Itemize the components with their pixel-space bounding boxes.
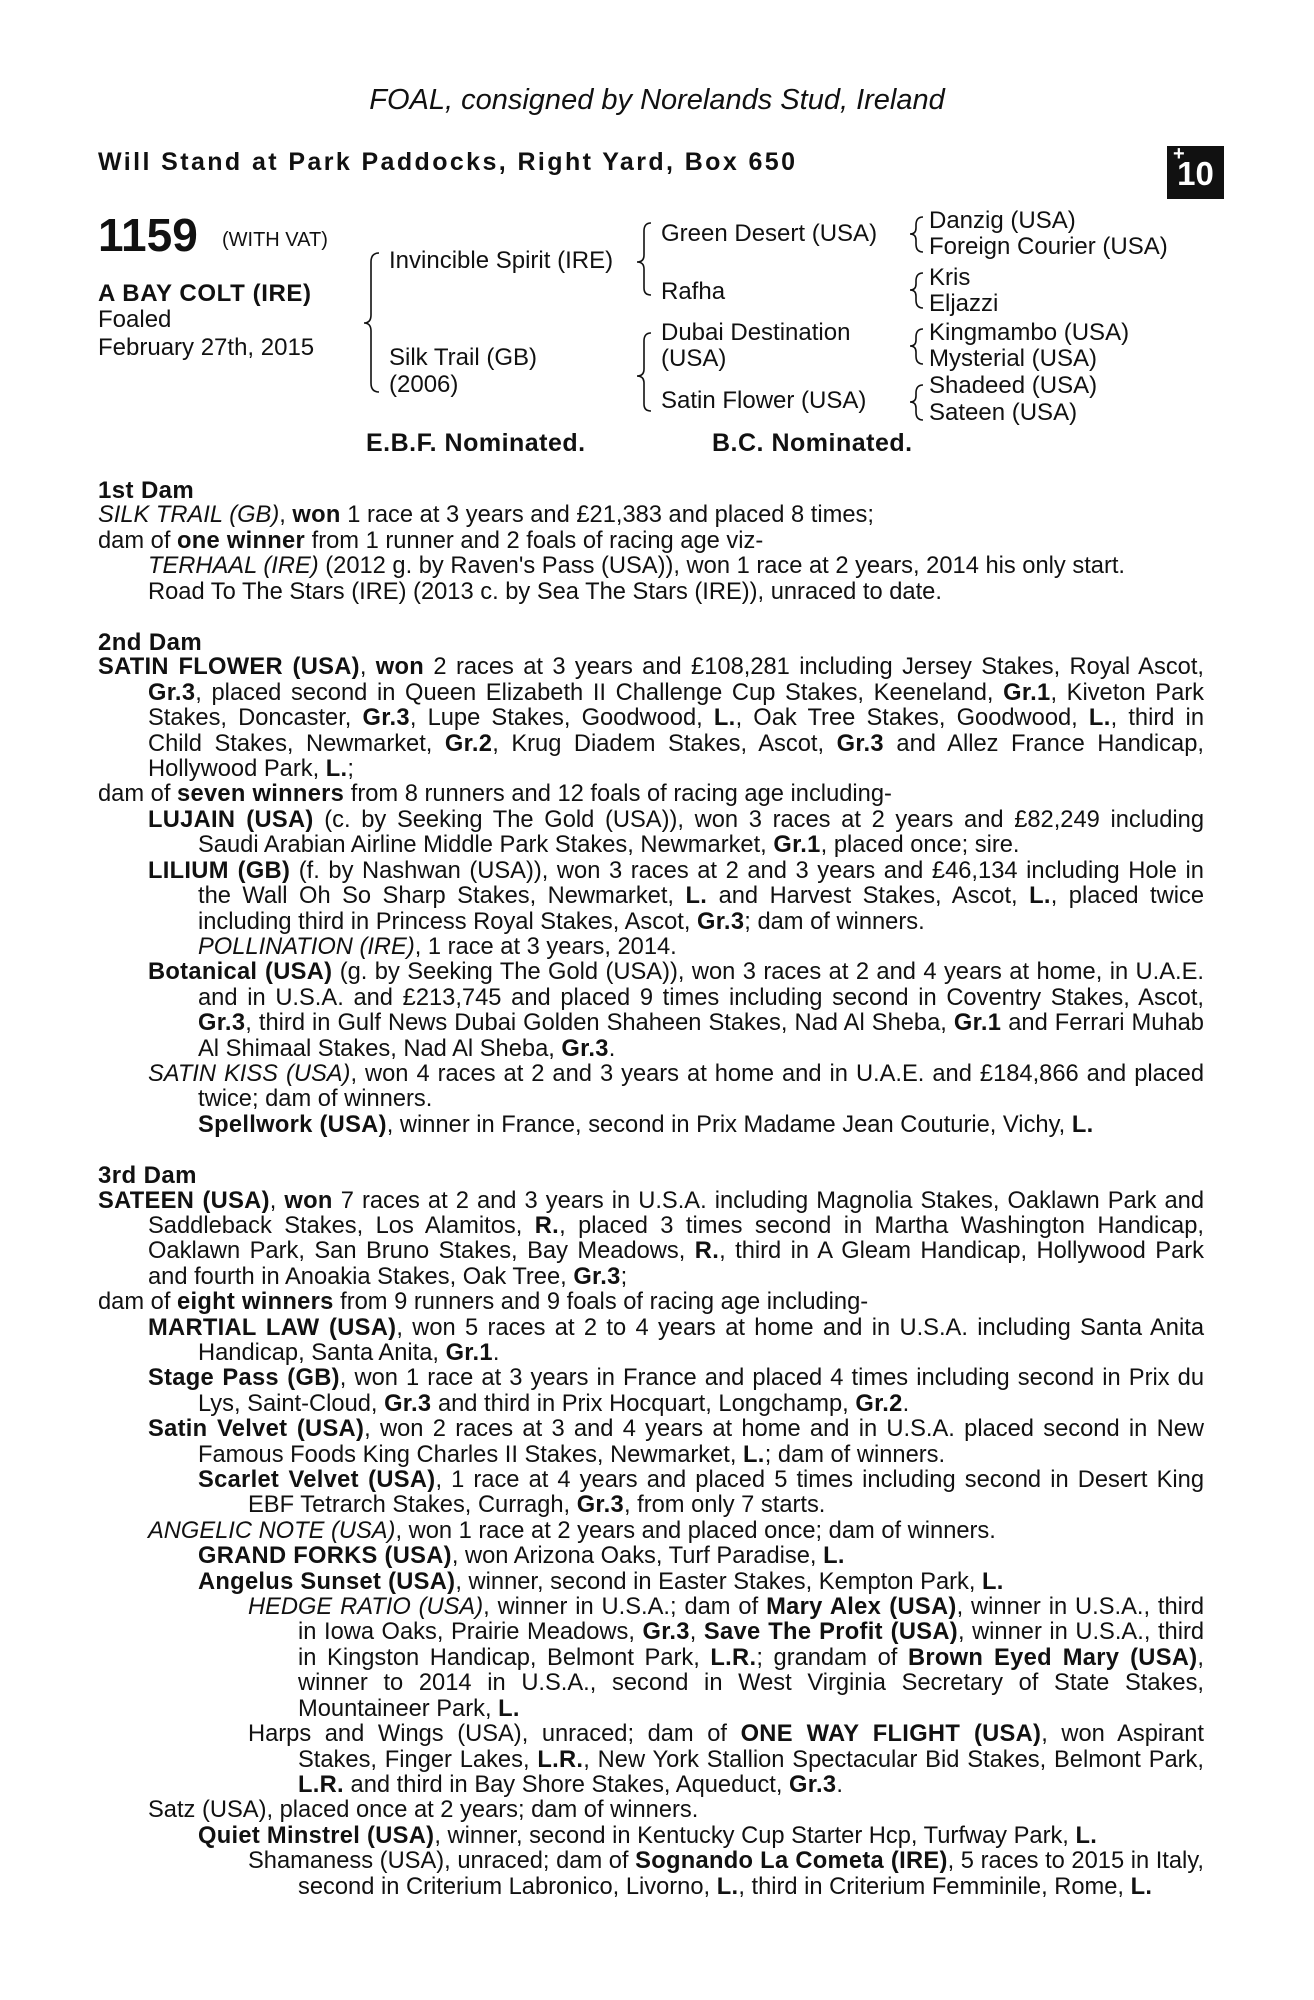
text: .	[836, 1771, 843, 1798]
first-dam-produce	[98, 529, 1204, 554]
horse-name: TERHAAL (IRE)	[148, 553, 319, 580]
offspring-entry	[98, 554, 1204, 579]
text: (f. by Nashwan (USA)), won 3 races at 2 and 3 years and £46,134 including Hole in the Wall Oh So Sharp Stakes, Newmarket,	[198, 857, 1204, 910]
spacer	[98, 1138, 1204, 1163]
spacer	[98, 605, 1204, 630]
sire-sire: Green Desert (USA)	[661, 220, 878, 247]
horse-name: MARTIAL LAW (USA)	[148, 1314, 397, 1341]
text: 2 races at 3 years and £108,281 including Jersey Stakes, Royal Ascot,	[424, 654, 1204, 681]
text: (c. by Seeking The Gold (USA)), won 3 races at 2 years and £82,249 including Saudi Arabian Airline Middle Park Stakes, Newmarket,	[198, 806, 1205, 859]
grade: Gr.3	[561, 1035, 609, 1062]
offspring-entry	[98, 1417, 1204, 1468]
grade: L.	[1088, 705, 1111, 732]
text: , won Aspirant Stakes, Finger Lakes,	[298, 1721, 1205, 1773]
grade: Gr.3	[789, 1771, 837, 1798]
offspring-entry	[98, 808, 1204, 859]
horse-name: SATIN FLOWER (USA)	[98, 654, 360, 681]
text: , Oak Tree Stakes, Goodwood,	[735, 705, 1089, 732]
text: , winner, second in Kentucky Cup Starter Hcp, Turfway Park,	[434, 1822, 1076, 1849]
horse-name: GRAND FORKS (USA)	[198, 1543, 452, 1570]
text: 7 races at 2 and 3 years in U.S.A. including Magnolia Stakes, Oaklawn Park and Saddleback Stakes, Los Alamitos,	[148, 1187, 1204, 1239]
badge-plus: +	[1173, 143, 1185, 165]
grade: L.	[325, 756, 348, 783]
horse-name: Sognando La Cometa (IRE)	[635, 1848, 948, 1875]
horse-name: SILK TRAIL (GB)	[98, 502, 280, 529]
horse-name: Angelus Sunset (USA)	[198, 1568, 456, 1595]
ebf-nominated: E.B.F. Nominated.	[366, 429, 586, 457]
grade: L.R.	[537, 1746, 584, 1773]
grade: Gr.3	[384, 1390, 432, 1417]
second-dam-record: SATIN FLOWER (USA), won 2 races at 3 years and £108,281 including Jersey Stakes, Royal Ascot, Gr.3, placed second in Queen Elizabeth II Challenge Cup Stakes, Keeneland, Gr.1, Kiveton Park Stakes, Doncaster, Gr.3, Lupe Stakes, Goodwood, L., Oak Tree Stakes, Goodwood, L., third in Child Stakes, Newmarket, Gr.2, Krug Diadem Stakes, Ascot, Gr.3 and Allez France Handicap, Hollywood Park, L.;	[98, 654, 1204, 783]
text: , third in A Gleam Handicap, Hollywood Park and fourth in Anoakia Stakes, Oak Tree,	[148, 1238, 1204, 1290]
second-dam-heading: 2nd Dam	[98, 629, 203, 657]
text: , Kiveton Park Stakes, Doncaster,	[148, 679, 1204, 732]
text: Shamaness (USA), unraced; dam of	[248, 1848, 636, 1875]
text: and Harvest Stakes, Ascot,	[707, 883, 1030, 910]
grade: L.	[713, 705, 736, 732]
lot-title: A BAY COLT (IRE)	[98, 280, 312, 307]
great-grandsire-4: Shadeed (USA)	[929, 372, 1098, 399]
offspring-entry	[98, 1570, 1204, 1595]
great-grandsire-2: Kris	[929, 264, 971, 291]
horse-name: SATEEN (USA)	[98, 1187, 270, 1214]
winners-count: seven winners	[177, 781, 345, 808]
text: , won 2 races at 3 and 4 years at home and in U.S.A. placed second in New Famous Foods King Charles II Stakes, Newmarket,	[198, 1416, 1205, 1468]
text: , Lupe Stakes, Goodwood,	[409, 705, 714, 732]
dam-dam: Satin Flower (USA)	[661, 387, 867, 414]
text: dam of	[98, 1289, 177, 1316]
great-grandsire-3: Kingmambo (USA)	[929, 319, 1130, 346]
offspring-entry	[98, 935, 1204, 960]
dam-line-1: Silk Trail (GB)	[389, 344, 538, 371]
text: , placed second in Queen Elizabeth II Challenge Cup Stakes, Keeneland,	[195, 679, 1004, 706]
grade: R.	[694, 1238, 720, 1265]
dam-line-2: (2006)	[389, 371, 459, 398]
grade: L.R.	[298, 1771, 344, 1798]
lot-number: 1159	[98, 209, 198, 261]
offspring-entry	[98, 1849, 1204, 1900]
text: , Krug Diadem Stakes, Ascot,	[492, 730, 837, 757]
grade: L.	[743, 1441, 765, 1468]
text: , won 4 races at 2 and 3 years at home and in U.A.E. and £184,866 and placed twice; dam of winners.	[198, 1060, 1204, 1113]
horse-name: LILIUM (GB)	[148, 857, 291, 884]
horse-name: POLLINATION (IRE)	[198, 933, 415, 960]
offspring-entry	[98, 1316, 1204, 1367]
grade: Gr.3	[362, 705, 410, 732]
page-header: FOAL, consigned by Norelands Stud, Ireland	[369, 84, 945, 116]
horse-name: SATIN KISS (USA)	[148, 1060, 351, 1087]
text: , winner in France, second in Prix Madame Jean Couturie, Vichy,	[386, 1111, 1072, 1138]
horse-name: Scarlet Velvet (USA)	[198, 1467, 436, 1494]
horse-name: Brown Eyed Mary (USA)	[907, 1644, 1198, 1671]
first-dam-heading: 1st Dam	[98, 477, 195, 504]
horse-name: Spellwork (USA)	[198, 1111, 387, 1138]
horse-name: Save The Profit (USA)	[703, 1619, 958, 1646]
horse-name: ONE WAY FLIGHT (USA)	[740, 1721, 1042, 1748]
winners-count: eight winners	[177, 1289, 334, 1316]
text: , winner in U.S.A., third in Kingston Handicap, Belmont Park,	[298, 1619, 1205, 1671]
text: ,	[689, 1619, 704, 1646]
text: Harps and Wings (USA), unraced; dam of	[248, 1721, 741, 1748]
grade: Gr.3	[573, 1263, 621, 1290]
offspring-entry	[98, 1722, 1204, 1798]
text: , won 5 races at 2 to 4 years at home and in U.S.A. including Santa Anita Handicap, Santa Anita,	[198, 1314, 1204, 1366]
text: , third in Criterium Femminile, Rome,	[738, 1873, 1131, 1900]
third-dam-heading: 3rd Dam	[98, 1162, 197, 1190]
offspring-entry	[98, 960, 1204, 1062]
offspring-entry	[98, 1468, 1204, 1519]
text: , 1 race at 3 years, 2014.	[414, 933, 677, 960]
text: .	[608, 1035, 616, 1062]
text: , won 1 race at 3 years in France and placed 4 times including second in Prix du Lys, Saint-Cloud,	[198, 1365, 1205, 1417]
offspring-entry: Satz (USA), placed once at 2 years; dam of winners.	[148, 1797, 699, 1824]
text: ; grandam of	[756, 1644, 908, 1671]
won-label: won	[292, 502, 341, 529]
offspring-entry: Road To The Stars (IRE) (2013 c. by Sea The Stars (IRE)), unraced to date.	[148, 578, 942, 605]
text: and Ferrari Muhab Al Shimaal Stakes, Nad Al Sheba,	[198, 1010, 1204, 1062]
dam-sire-line-1: Dubai Destination	[661, 319, 851, 346]
sire-dam: Rafha	[661, 278, 726, 305]
grade: L.	[823, 1543, 845, 1570]
foaled-date: February 27th, 2015	[98, 334, 315, 361]
text: , placed 3 times second in Martha Washington Handicap, Oaklawn Park, San Bruno Stakes, Bay Meadows,	[148, 1212, 1204, 1265]
horse-name: Botanical (USA)	[148, 959, 333, 986]
text: .	[492, 1340, 500, 1366]
grade: L.	[1071, 1111, 1094, 1138]
horse-name: Mary Alex (USA)	[766, 1594, 957, 1621]
text: 1 race at 3 years and £21,383 and placed 8 times;	[340, 502, 874, 529]
offspring-entry	[98, 859, 1204, 935]
horse-name: Satin Velvet (USA)	[148, 1416, 365, 1443]
grade: L.	[685, 883, 708, 910]
great-granddam-2: Eljazzi	[929, 290, 999, 317]
won-label: won	[375, 654, 425, 681]
grade: L.	[1029, 883, 1051, 910]
winners-count: one winner	[177, 527, 306, 554]
third-dam-produce	[98, 1290, 1204, 1315]
text: , won 1 race at 2 years and placed once; dam of winners.	[395, 1517, 996, 1544]
second-dam-produce	[98, 782, 1204, 807]
text: from 8 runners and 12 foals of racing age including-	[344, 781, 892, 808]
grade: L.	[498, 1695, 520, 1722]
offspring-entry	[98, 1824, 1204, 1849]
text: ;	[620, 1263, 628, 1290]
text: , winner, second in Easter Stakes, Kempton Park,	[455, 1568, 983, 1595]
stand-location: Will Stand at Park Paddocks, Right Yard, Box 650	[98, 148, 798, 176]
great-grandsire-1: Danzig (USA)	[929, 207, 1076, 234]
text: , 5 races to 2015 in Italy, second in Criterium Labronico, Livorno,	[298, 1848, 1204, 1900]
great-granddam-3: Mysterial (USA)	[929, 345, 1098, 372]
text: , placed once; sire.	[820, 832, 1020, 859]
horse-name: Stage Pass (GB)	[148, 1365, 340, 1392]
grade: Gr.1	[773, 832, 821, 859]
grade: Gr.3	[836, 730, 884, 757]
grade: L.	[1075, 1822, 1098, 1849]
text: and Allez France Handicap, Hollywood Park,	[148, 730, 1204, 783]
text: (2012 g. by Raven's Pass (USA)), won 1 race at 2 years, 2014 his only start.	[318, 553, 1125, 580]
grade: L.	[982, 1568, 1004, 1595]
grade: Gr.2	[855, 1390, 903, 1417]
text: and third in Prix Hocquart, Longchamp,	[431, 1390, 856, 1417]
grade: L.	[1130, 1873, 1153, 1900]
grade: Gr.3	[642, 1619, 690, 1646]
text: from 1 runner and 2 foals of racing age viz-	[305, 527, 764, 554]
horse-name: HEDGE RATIO (USA)	[248, 1594, 484, 1621]
text: , winner in U.S.A.; dam of	[483, 1594, 767, 1621]
text: , from only 7 starts.	[623, 1492, 826, 1519]
text: dam of	[98, 527, 177, 554]
grade: Gr.2	[444, 730, 493, 757]
text: , New York Stallion Spectacular Bid Stakes, Belmont Park,	[583, 1746, 1204, 1773]
grade: Gr.1	[953, 1010, 1002, 1037]
offspring-entry	[98, 1366, 1204, 1417]
text: , won Arizona Oaks, Turf Paradise,	[451, 1543, 824, 1570]
text: , third in Gulf News Dubai Golden Shaheen Stakes, Nad Al Sheba,	[245, 1010, 954, 1037]
text: ; dam of winners.	[744, 908, 925, 935]
text: ; dam of winners.	[764, 1441, 946, 1468]
grade: Gr.1	[1003, 679, 1051, 706]
text: , third in Child Stakes, Newmarket,	[148, 705, 1204, 757]
third-dam-record: SATEEN (USA), won 7 races at 2 and 3 years in U.S.A. including Magnolia Stakes, Oaklawn Park and Saddleback Stakes, Los Alamitos, R., placed 3 times second in Martha Washington Handicap, Oaklawn Park, San Bruno Stakes, Bay Meadows, R., third in A Gleam Handicap, Hollywood Park and fourth in Anoakia Stakes, Oak Tree, Gr.3;	[98, 1187, 1204, 1290]
text: (g. by Seeking The Gold (USA)), won 3 races at 2 and 4 years at home, in U.A.E. and in U.S.A. and £213,745 and placed 9 times including second in Coventry Stakes, Ascot,	[198, 959, 1204, 1011]
offspring-entry	[98, 1595, 1204, 1722]
dam-sire-line-2: (USA)	[661, 345, 727, 372]
horse-name: LUJAIN (USA)	[148, 806, 314, 833]
offspring-entry	[98, 1113, 1204, 1138]
offspring-entry	[98, 1544, 1204, 1569]
text: from 9 runners and 9 foals of racing age including-	[333, 1289, 869, 1316]
grade: L.R.	[710, 1644, 757, 1671]
foaled-label: Foaled	[98, 306, 172, 333]
text: dam of	[98, 781, 177, 808]
sire: Invincible Spirit (IRE)	[389, 247, 614, 274]
grade: Gr.3	[198, 1010, 246, 1037]
text: , placed twice including third in Princess Royal Stakes, Ascot,	[198, 883, 1205, 935]
offspring-entry	[98, 1062, 1204, 1113]
great-granddam-1: Foreign Courier (USA)	[929, 233, 1168, 260]
vat-note: (WITH VAT)	[222, 229, 328, 251]
bc-nominated: B.C. Nominated.	[712, 429, 913, 457]
text: and third in Bay Shore Stakes, Aqueduct,	[343, 1771, 790, 1798]
horse-name: ANGELIC NOTE (USA)	[148, 1517, 396, 1544]
badge-number: 10	[1177, 155, 1214, 192]
grade: Gr.3	[576, 1492, 624, 1519]
catalogue-body	[98, 478, 1204, 1900]
text: ;	[347, 756, 354, 783]
won-label: won	[284, 1187, 333, 1214]
text: , 1 race at 4 years and placed 5 times including second in Desert King EBF Tetrarch Stakes, Curragh,	[248, 1467, 1204, 1519]
text: , winner in U.S.A., third in Iowa Oaks, Prairie Meadows,	[298, 1594, 1205, 1646]
grade: Gr.3	[148, 679, 196, 706]
grade: Gr.1	[445, 1340, 493, 1366]
text: .	[902, 1390, 910, 1417]
first-dam-record: SILK TRAIL (GB), won 1 race at 3 years and £21,383 and placed 8 times;	[98, 502, 874, 529]
horse-name: Quiet Minstrel (USA)	[198, 1822, 435, 1849]
grade: Gr.3	[697, 908, 745, 935]
grade: L.	[716, 1873, 739, 1900]
grade: R.	[534, 1212, 560, 1239]
offspring-entry	[98, 1519, 1204, 1544]
great-granddam-4: Sateen (USA)	[929, 399, 1078, 426]
text: , winner to 2014 in U.S.A., second in West Virginia Secretary of State Stakes, Mountaineer Park,	[298, 1644, 1204, 1722]
